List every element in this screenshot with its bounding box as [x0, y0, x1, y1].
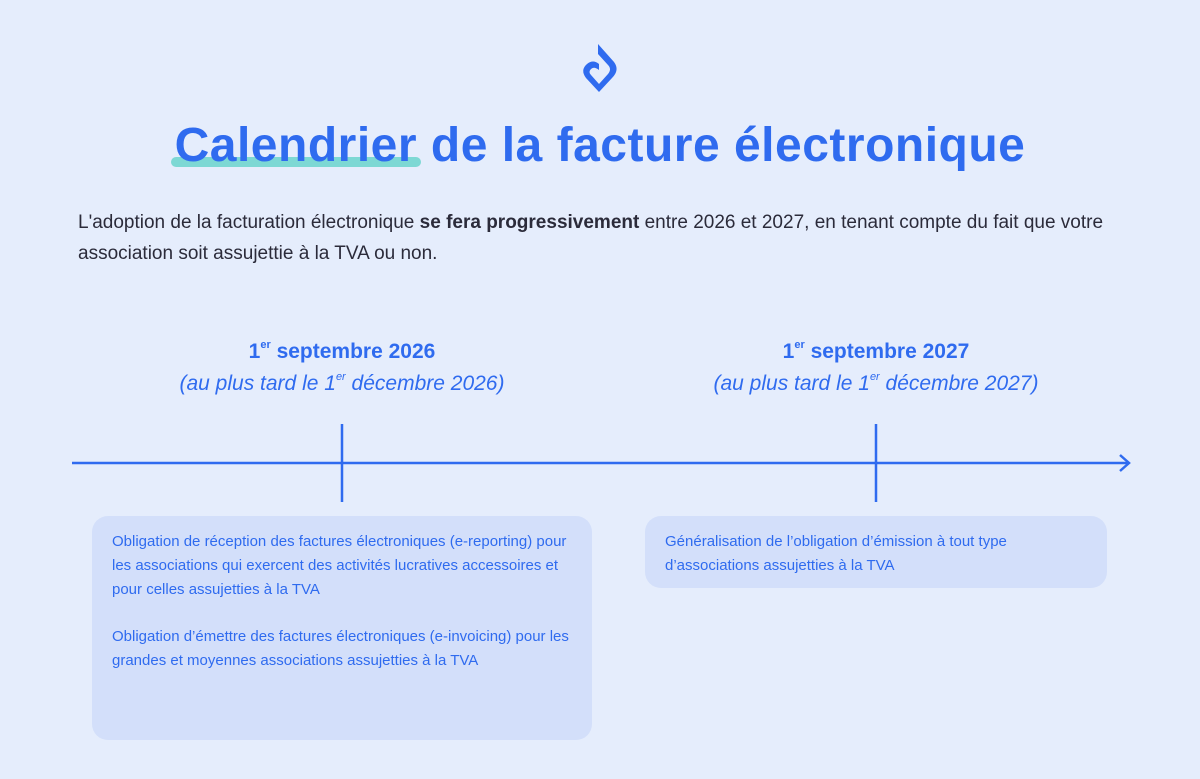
page-title: Calendrier de la facture électronique — [174, 119, 1026, 172]
milestone-date-2026: 1er septembre 2026 (au plus tard le 1er décembre 2026) — [179, 339, 505, 395]
obligation-text: Obligation d’émettre des factures électroniques (e-invoicing) pour les grandes et moyennes associations assujetties à la TVA — [112, 628, 569, 669]
milestone-date-2027: 1er septembre 2027 (au plus tard le 1er décembre 2027) — [713, 339, 1039, 395]
milestone-box-2026 — [92, 516, 592, 740]
obligation-text: Obligation de réception des factures électroniques (e-reporting) pour les associations qui exercent des activités lucratives accessoires et pour celles assujetties à la TVA — [112, 533, 567, 598]
milestone-box-2027 — [645, 516, 1107, 588]
intro-text: L'adoption de la facturation électronique se fera progressivement entre 2026 et 2027, en tenant compte du fait que votre association soit assujettie à la TVA ou non. — [78, 212, 1104, 264]
obligation-text: Généralisation de l’obligation d’émission à tout type d’associations assujetties à la TVA — [665, 533, 1007, 574]
